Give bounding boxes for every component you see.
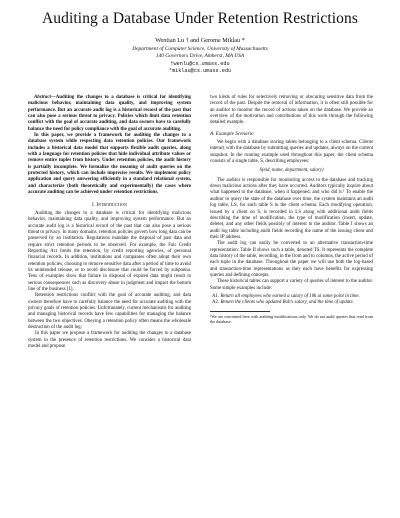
abstract-label: Abstract— — [34, 95, 56, 100]
query-a1-label: A1. — [212, 293, 220, 299]
intro-para2: Retention restrictions conflict with the goal of accurate auditing, and data owners therefore have to carefully balance the need for accurate auditing with the privacy goals of retention policies. Unfortunately, current mechanisms for auditing and managing historical records have few capabilities for managing the balance between the two objectives. Obeying a retention policy often means the wholesale destruction of the audit log. — [28, 293, 191, 331]
intro-para3: In this paper we propose a framework for auditing the changes to a database system in the presence of retention restrictions. We consider a historical data model and propose — [28, 331, 191, 350]
query-a1-text: Return all employees who earned a salary of 10k at some point in time. — [220, 293, 360, 299]
abstract-text: Auditing the changes to a database is critical for identifying malicious behavior, maintaining data quality, and improving system performance. But an accurate audit log is a historical record of the past that can also pose a serious threat to privacy. Policies which limit data retention conflict with the goal of accurate auditing, and data owners have to carefully balance the need for policy compliance with the goal of accurate auditing. — [28, 95, 191, 132]
right-para4: The audit log can easily be converted to an alternative transaction-time representation: Table II shows such a table, denoted TS. It represents the complete data history of the table, recording, in the from and to columns, the active period of each tuple in the database. Throughout the paper we will use both the log-based and transaction-time representations as they each have benefits for expressing queries and defining concepts. — [210, 241, 373, 278]
address: 140 Governors Drive, Amherst, MA USA — [155, 53, 245, 59]
footnote: ¹We are concerned here with auditing modifications only. We do not audit queries that read from the database. — [210, 313, 373, 324]
right-para2: We begin with a database storing tables belonging to a client schema. Clients interact with the database by submitting queries and updates, always on the current snapshot. In the running example used throughout this paper, the client schema consists of a single table, S, describing employees: — [210, 140, 373, 165]
abstract-para2: In this paper, we provide a framework for auditing the changes to a database system while respecting data retention policies. Our framework includes a historical data model that supports flexible audit queries, along with a language for retention policies that hide individual attribute values or remove entire tuples from history. Under retention policies, the audit history is partially incomplete. We formalize the meaning of audit queries on the protected history, which can include imprecise results. We implement policy application and query answering efficiently in a standard relational system, and characterize (both theoretically and experimentally) the cases where accurate auditing can be achieved under retention restrictions. — [28, 133, 191, 196]
paper-title: Auditing a Database Under Retention Restrictions — [41, 10, 359, 27]
intro-para1: Auditing the changes to a database is critical for identifying malicious behavior, maintaining data quality, and improving system performance. But an accurate audit log is a historical record of the past that can also pose a serious threat to privacy. In many domains, retention policies govern how long data can be preserved by an institution. Regulations mandate the disposal of past data and require strict retention periods to be observed. For example, the Fair Credit Reporting Act limits the retention, by credit reporting agencies, of personal financial records. In addition, institutions and companies often adopt their own retention policies, choosing to remove sensitive data after a period of time to avoid its unintended release, or to avoid disclosure that could be forced by subpoena. Tens of examples show that failure in disposal of expired data might result in serious consequences such as discovery abuse in judgment and impact the bottom line of the business [1]. — [28, 210, 191, 292]
right-para5: These historical tables can support a variety of queries of interest to the auditor. Some simple examples include: — [210, 279, 373, 291]
query-item-a2 — [210, 300, 373, 306]
affiliation — [0, 46, 400, 60]
query-a2-text: Return the clients who updated Bob's salary, and the time of update. — [220, 300, 354, 306]
query-list — [210, 294, 373, 307]
schema-definition: S(eid, name, department, salary) — [259, 168, 324, 174]
query-a2-label: A2. — [212, 300, 220, 306]
right-column — [210, 95, 373, 324]
section-heading-introduction: I. Introduction — [92, 201, 127, 208]
authors: Wentian Lu † and Gerome Miklau * — [155, 37, 245, 44]
subsection-heading-example: A. Example Scenario — [210, 130, 254, 137]
right-para3: The auditor is responsible for monitoring access to the database and tracking down malicious actions after they have occurred. Auditors typically inquire about what happened to the database, when it happened, and who did it.¹ To enable the auditor to query the state of the database over time, the system maintains an audit log table, LS, for each table S in the client schema. Each modifying operation, issued by a client on S, is recorded in LS along with additional audit fields describing the time of modification, the type of modification (insert, update, delete), and any other fields possibly of interest to the auditor. Table I shows an audit log table including audit fields recording the name of the issuing client and their IP address. — [210, 177, 373, 240]
email-1: †wenlu@cs.umass.edu — [170, 61, 230, 67]
footnote-rule — [210, 311, 270, 312]
left-column — [28, 95, 191, 350]
department: Department of Computer Science, University of Massachusetts — [132, 46, 268, 52]
abstract — [28, 95, 191, 133]
email-2: *miklau@cs.umass.edu — [168, 68, 232, 74]
right-para1: two kinds of rules for selectively removing or obscuring sensitive data from the record of the past. Despite the removal of information, it is often still possible for an auditor to monitor the record of actions taken on the database. We provide an overview of the motivation and contributions of this work through the following detailed example. — [210, 95, 373, 126]
